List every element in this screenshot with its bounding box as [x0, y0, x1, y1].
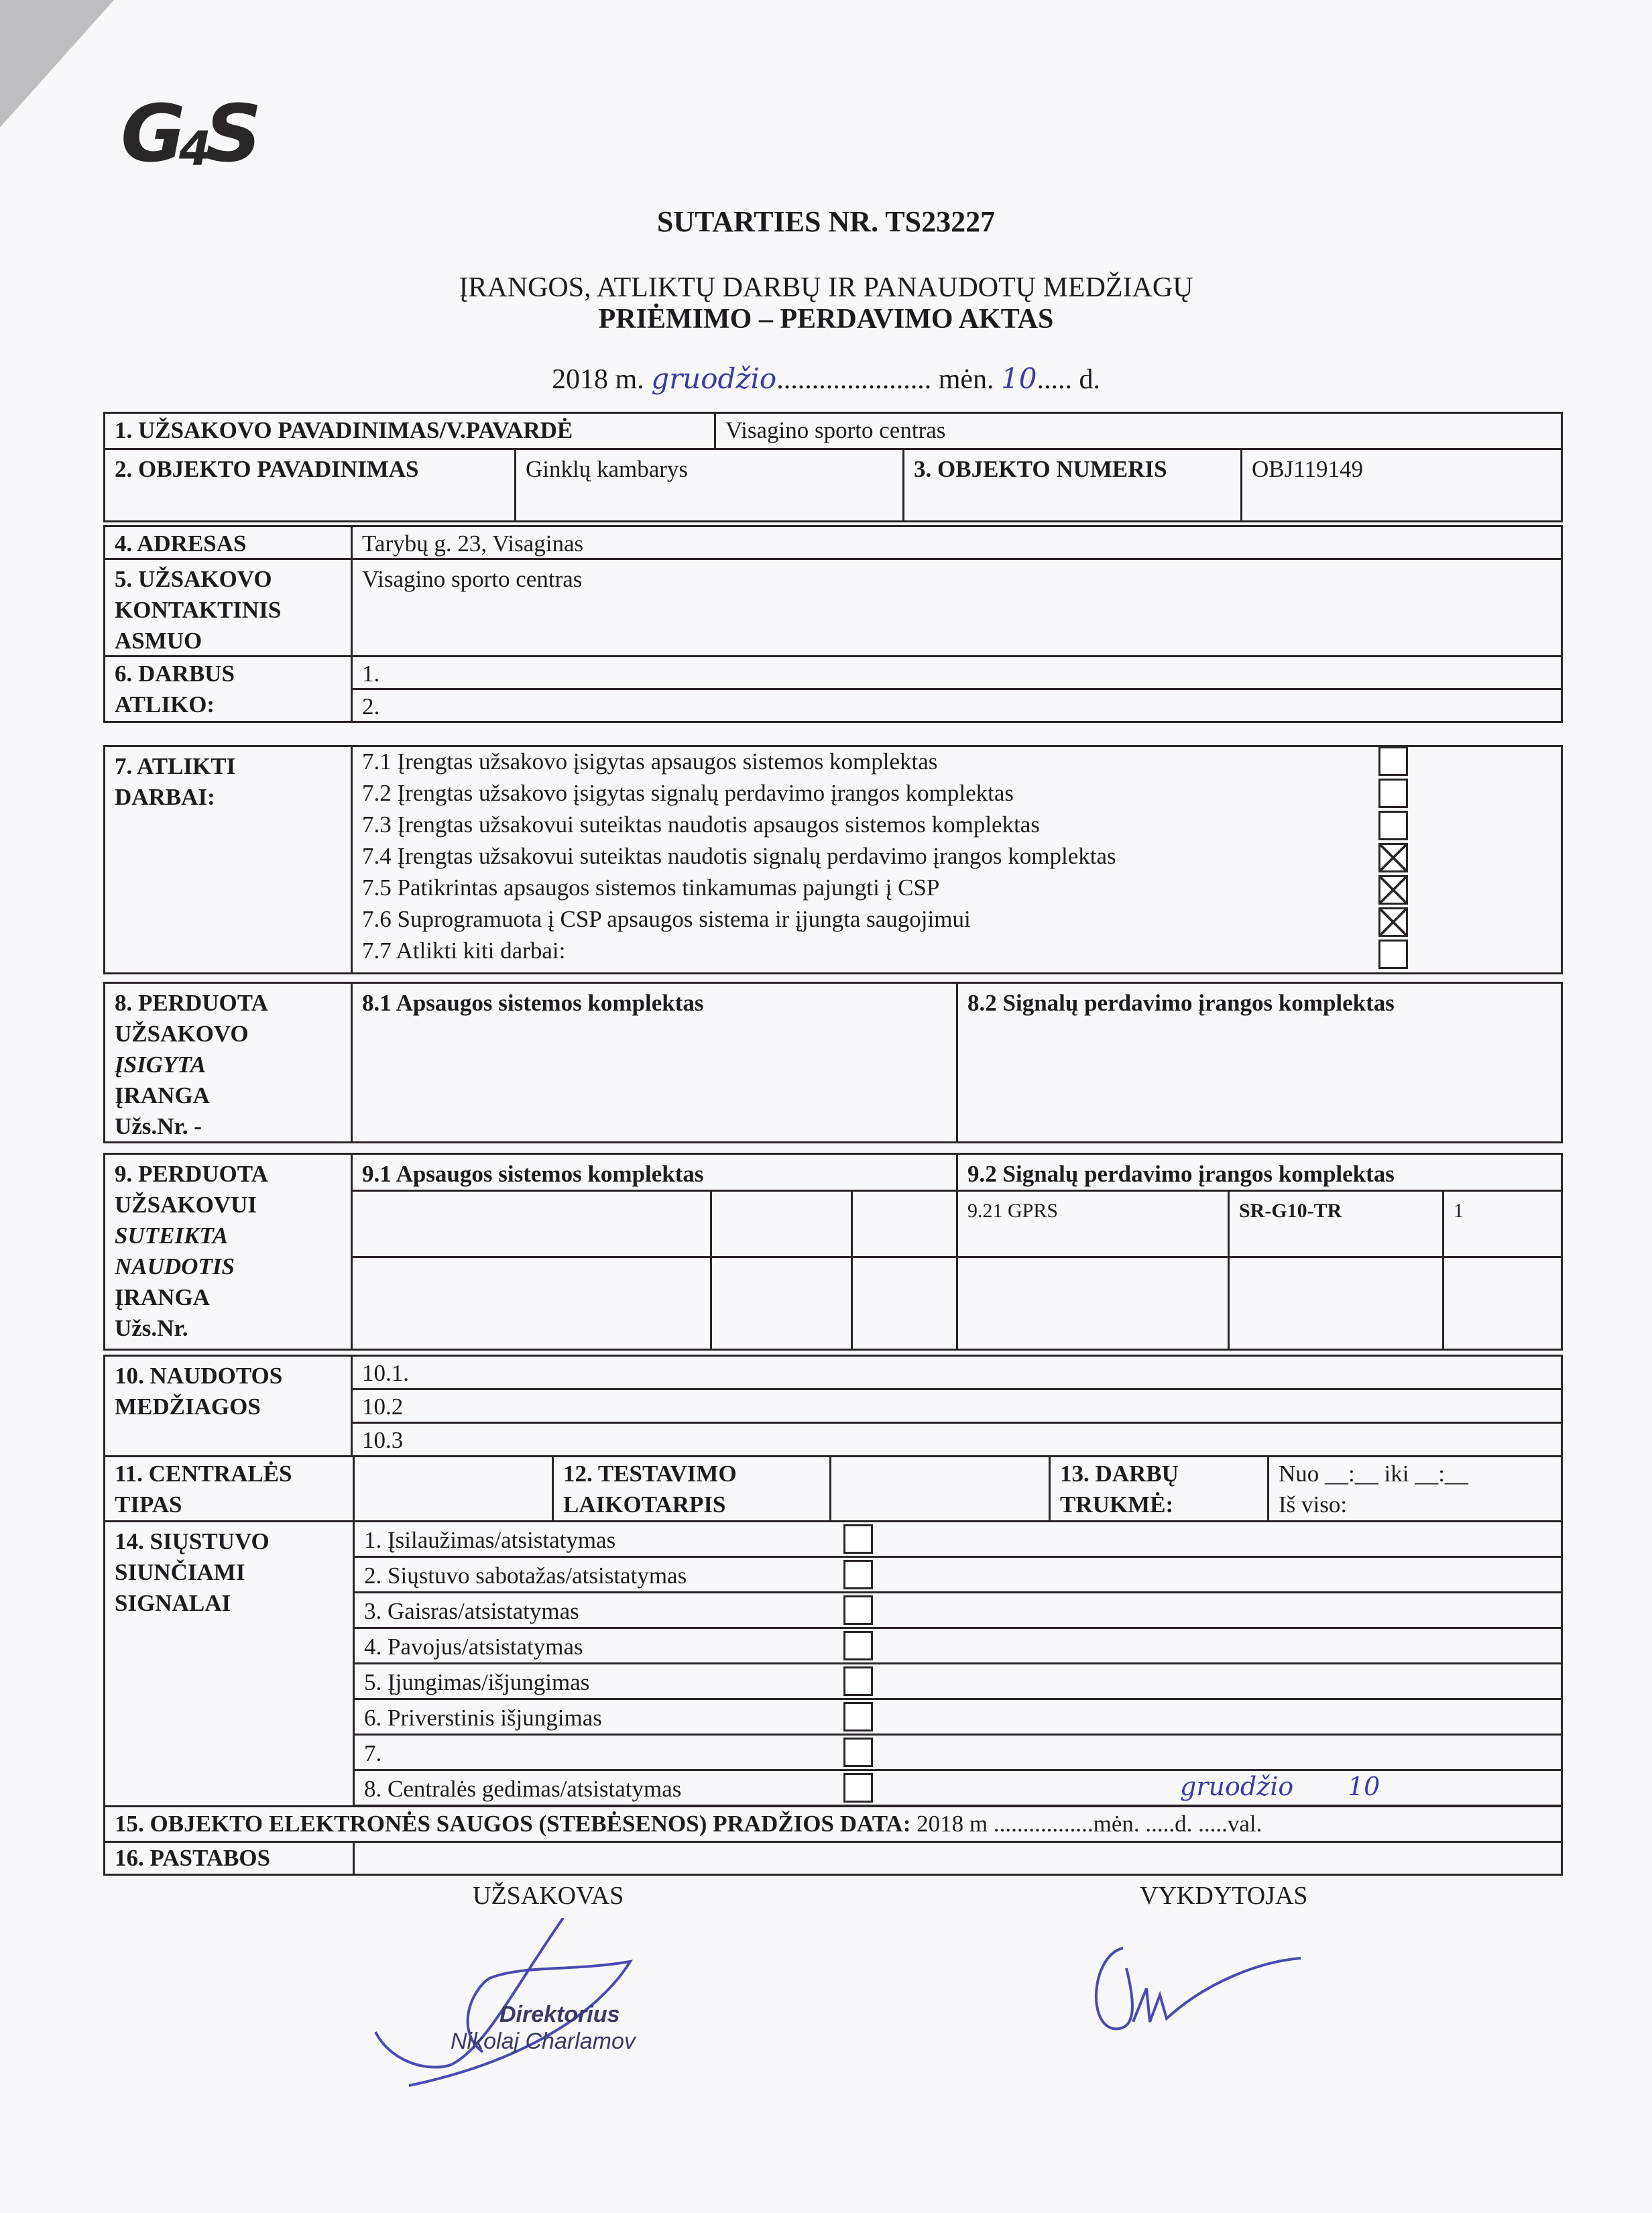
works-label-2: DARBAI:: [115, 784, 215, 810]
stamp-title: Direktorius: [499, 2002, 620, 2027]
signals-label: [103, 1520, 355, 1807]
address-label: 4. ADRESAS: [103, 525, 353, 560]
monitoring-start-date: 2018 m .................mėn. .....d. .....val.: [917, 1811, 1262, 1837]
s9-cell: [351, 1190, 712, 1258]
material-1: 10.1.: [351, 1355, 1563, 1390]
s9-model: SR-G10-TR: [1228, 1190, 1444, 1258]
work-duration-value: [1267, 1455, 1563, 1522]
s9-type: 9.21 GPRS: [956, 1190, 1230, 1258]
object-name-label: 2. OBJEKTO PAVADINIMAS: [103, 448, 516, 522]
date-day-label: d.: [1079, 364, 1100, 395]
work-item: 7.1 Įrengtas užsakovo įsigytas apsaugos sistemos komplektas: [362, 748, 938, 775]
handwritten-month-2: gruodžio: [1180, 1772, 1294, 1801]
s8-signal-kit: 8.2 Signalų perdavimo įrangos komplektas: [956, 982, 1563, 1143]
signal-item: 2. Siųstuvo sabotažas/atsistatymas: [353, 1556, 1563, 1593]
material-3: 10.3: [351, 1422, 1563, 1457]
work-item-checkbox[interactable]: [1378, 940, 1408, 969]
remarks-field: [353, 1841, 1563, 1876]
performed-by-label: [103, 655, 353, 723]
work-item: 7.4 Įrengtas užsakovui suteiktas naudotis signalų perdavimo įrangos komplektas: [362, 843, 1116, 869]
s8-security-kit: 8.1 Apsaugos sistemos komplektas: [351, 982, 958, 1143]
s9-cell: [851, 1190, 958, 1258]
contractor-signature-title: VYKDYTOJAS: [1140, 1882, 1308, 1910]
work-item: 7.7 Atlikti kiti darbai:: [362, 938, 566, 964]
duration-label-1: 13. DARBŲ: [1060, 1461, 1179, 1487]
monitoring-start-row: [103, 1805, 1563, 1843]
signal-item-checkbox[interactable]: [843, 1560, 873, 1589]
contract-number: SUTARTIES NR. TS23227: [656, 205, 996, 238]
provided-equipment-label: [103, 1153, 353, 1351]
date-year: 2018 m.: [552, 364, 644, 395]
signal-item: 7.: [353, 1734, 1563, 1771]
signal-item: 4. Pavojus/atsistatymas: [353, 1627, 1563, 1664]
check-x-icon: [1380, 877, 1406, 903]
testing-label-2: LAIKOTARPIS: [563, 1491, 726, 1518]
signals-label-1: 14. SIŲSTUVO: [115, 1528, 270, 1554]
signal-item-checkbox[interactable]: [843, 1631, 873, 1660]
s9-cell: [1442, 1256, 1563, 1351]
performed-by-label-1: 6. DARBUS: [115, 661, 235, 687]
signal-item-checkbox[interactable]: [843, 1524, 873, 1554]
work-item-checkbox[interactable]: [1378, 779, 1408, 808]
s9-label-1: 9. PERDUOTA: [115, 1161, 268, 1187]
client-signature-title: UŽSAKOVAS: [473, 1882, 624, 1910]
performer-2: 2.: [351, 688, 1563, 723]
duration-label-2: TRUKMĖ:: [1060, 1491, 1174, 1518]
contact-label-1: 5. UŽSAKOVO: [115, 566, 272, 592]
check-x-icon: [1380, 909, 1406, 935]
stamp-name: Nikolaj Charlamov: [451, 2029, 636, 2054]
handwritten-day: 10: [1001, 362, 1037, 395]
handwritten-month: gruodžio: [651, 362, 777, 395]
works-label-1: 7. ATLIKTI: [115, 753, 236, 779]
handwritten-day-2: 10: [1348, 1772, 1380, 1801]
signal-item: 1. Įsilaužimas/atsistatymas: [353, 1520, 1563, 1558]
s9-signal-kit: 9.2 Signalų perdavimo įrangos komplektas: [956, 1153, 1563, 1192]
remarks-label: 16. PASTABOS: [103, 1841, 355, 1876]
s8-label-4: ĮRANGA: [115, 1082, 210, 1109]
s9-cell: [351, 1256, 712, 1351]
s8-label-1: 8. PERDUOTA: [115, 990, 268, 1016]
s9-security-kit: 9.1 Apsaugos sistemos komplektas: [351, 1153, 958, 1192]
materials-label-2: MEDŽIAGOS: [115, 1394, 261, 1420]
folded-corner: [0, 0, 114, 127]
object-number-label: 3. OBJEKTO NUMERIS: [902, 448, 1242, 522]
purchased-equipment-label: [103, 982, 353, 1143]
panel-type-label-1: 11. CENTRALĖS: [115, 1461, 292, 1487]
doc-title-line2: PRIĖMIMO – PERDAVIMO AKTAS: [598, 304, 1054, 335]
signal-item-checkbox[interactable]: [843, 1738, 873, 1767]
work-item-checkbox[interactable]: [1378, 875, 1408, 905]
signal-item: 5. Įjungimas/išjungimas: [353, 1662, 1563, 1700]
date-day-field: .....: [1037, 364, 1072, 395]
materials-label: [103, 1355, 353, 1457]
signal-item-checkbox[interactable]: [843, 1666, 873, 1696]
client-name-label: 1. UŽSAKOVO PAVADINIMAS/V.PAVARDĖ: [103, 412, 716, 450]
s9-label-2: UŽSAKOVUI: [115, 1192, 257, 1218]
work-item-checkbox[interactable]: [1378, 907, 1408, 937]
check-x-icon: [1380, 845, 1406, 870]
work-item: 7.6 Suprogramuota į CSP apsaugos sistema ir įjungta saugojimui: [362, 906, 971, 932]
date-line: [0, 362, 1652, 396]
materials-label-1: 10. NAUDOTOS: [115, 1363, 283, 1389]
s9-cell: [851, 1256, 958, 1351]
g4s-logo: $G_4S$: [121, 87, 255, 180]
client-name-value: Visagino sporto centras: [714, 412, 1563, 450]
signals-label-2: SIUNČIAMI: [115, 1559, 245, 1585]
signal-item-checkbox[interactable]: [843, 1773, 873, 1803]
panel-type-value: [353, 1455, 554, 1522]
s8-label-3: ĮSIGYTA: [115, 1052, 206, 1078]
signal-item-checkbox[interactable]: [843, 1702, 873, 1732]
work-item: 7.5 Patikrintas apsaugos sistemos tinkamumas pajungti į CSP: [362, 874, 940, 901]
object-number-value: OBJ119149: [1240, 448, 1563, 522]
s9-label-4: NAUDOTIS: [115, 1253, 235, 1280]
duration-from-to: Nuo __:__ iki __:__: [1279, 1461, 1468, 1487]
contact-label-3: ASMUO: [115, 628, 202, 654]
performed-by-label-2: ATLIKO:: [115, 691, 215, 718]
testing-period-label: [552, 1455, 831, 1522]
s9-label-6: Užs.Nr.: [115, 1315, 188, 1341]
duration-total: Iš viso:: [1279, 1491, 1348, 1518]
work-item-checkbox[interactable]: [1378, 811, 1408, 840]
work-item-checkbox[interactable]: [1378, 843, 1408, 872]
signal-item: 3. Gaisras/atsistatymas: [353, 1591, 1563, 1629]
signals-label-3: SIGNALAI: [115, 1590, 231, 1616]
work-item: 7.2 Įrengtas užsakovo įsigytas signalų perdavimo įrangos komplektas: [362, 780, 1014, 806]
contractor-signature: [1073, 1941, 1328, 2042]
testing-period-value: [829, 1455, 1051, 1522]
signal-item: 6. Priverstinis išjungimas: [353, 1698, 1563, 1736]
panel-type-label-2: TIPAS: [115, 1491, 182, 1518]
contact-label-2: KONTAKTINIS: [115, 597, 282, 623]
address-value: Tarybų g. 23, Visaginas: [351, 525, 1563, 560]
date-month-field: ......................: [776, 364, 932, 395]
panel-type-label: [103, 1455, 355, 1522]
s9-cell: [710, 1190, 853, 1258]
contact-person-value: Visagino sporto centras: [351, 558, 1563, 657]
s9-cell: [1228, 1256, 1444, 1351]
s9-cell: [956, 1256, 1230, 1351]
work-duration-label: [1049, 1455, 1269, 1522]
performer-1: 1.: [351, 655, 1563, 690]
signal-item: 8. Centralės gedimas/atsistatymas: [353, 1769, 1563, 1807]
object-name-value: Ginklų kambarys: [514, 448, 904, 522]
signal-item-checkbox[interactable]: [843, 1595, 873, 1625]
s9-label-5: ĮRANGA: [115, 1284, 210, 1310]
work-item: 7.3 Įrengtas užsakovui suteiktas naudotis apsaugos sistemos komplektas: [362, 811, 1040, 838]
s9-label-3: SUTEIKTA: [115, 1223, 229, 1249]
works-done-label: [103, 745, 353, 974]
work-item-checkbox[interactable]: [1378, 746, 1408, 776]
testing-label-1: 12. TESTAVIMO: [563, 1461, 737, 1487]
date-month-label: mėn.: [938, 364, 994, 395]
s8-label-2: UŽSAKOVO: [115, 1021, 249, 1047]
material-2: 10.2: [351, 1388, 1563, 1424]
doc-title-line1: ĮRANGOS, ATLIKTŲ DARBŲ IR PANAUDOTŲ MEDŽIAGŲ: [459, 272, 1193, 303]
s9-cell: [710, 1256, 853, 1351]
contact-person-label: [103, 558, 353, 657]
monitoring-start-label: 15. OBJEKTO ELEKTRONĖS SAUGOS (STEBĖSENOS) PRADŽIOS DATA:: [115, 1811, 911, 1837]
s9-qty: 1: [1442, 1190, 1563, 1258]
s8-label-5: Užs.Nr. -: [115, 1113, 202, 1139]
